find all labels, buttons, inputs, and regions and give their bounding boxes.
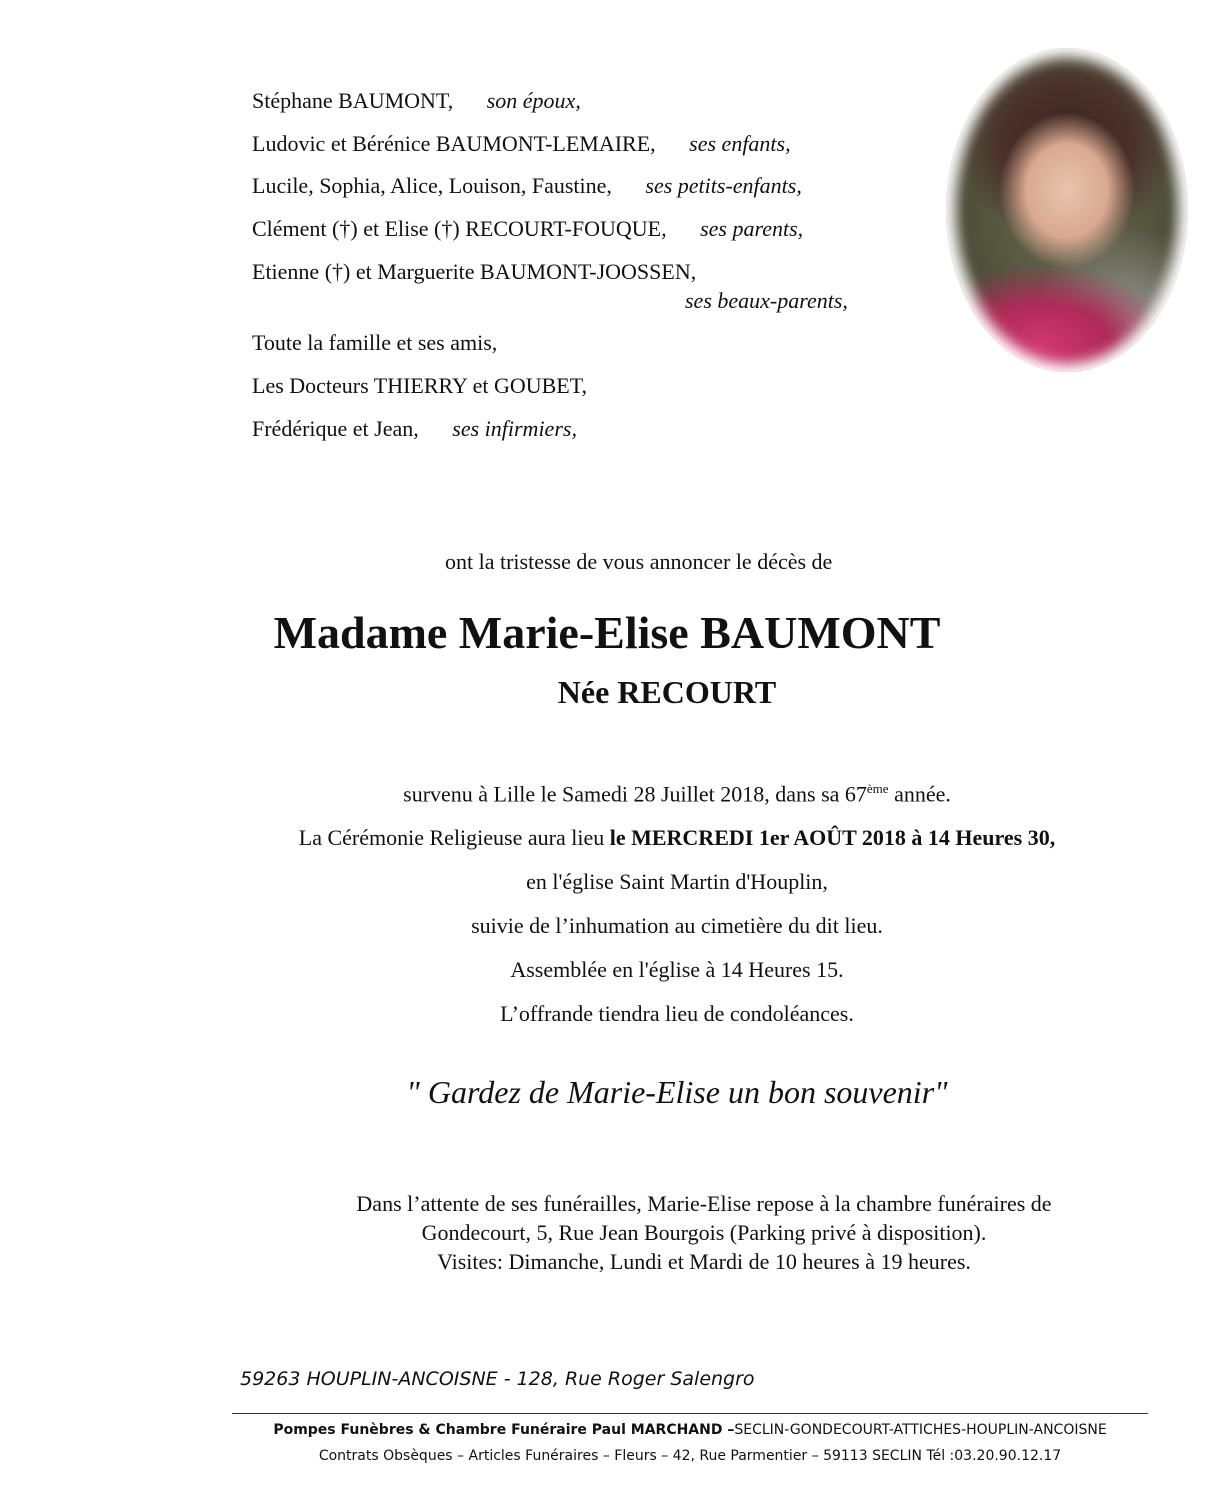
family-names: Stéphane BAUMONT,	[252, 88, 454, 113]
family-names: Clément (†) et Elise (†) RECOURT-FOUQUE,	[252, 216, 667, 241]
death-details	[70, 781, 1214, 807]
death-text: survenu à Lille le Samedi 28 Juillet 2018, dans sa 67	[403, 781, 867, 807]
rest-line-3: Visites: Dimanche, Lundi et Mardi de 10 heures à 19 heures.	[437, 1249, 971, 1274]
family-relation-in-laws: ses beaux-parents,	[685, 288, 848, 313]
family-relation: ses parents,	[700, 216, 804, 241]
family-names: Etienne (†) et Marguerite BAUMONT-JOOSSEN,	[252, 259, 697, 284]
family-line-in-laws	[252, 258, 696, 286]
family-line-grandchildren	[252, 172, 802, 200]
offering-text: L’offrande tiendra lieu de condoléances.	[500, 1001, 854, 1026]
ordinal-suffix: ème	[866, 781, 889, 796]
death-text-end: année.	[888, 781, 951, 807]
others-line-doctors	[252, 372, 587, 400]
family-names: Lucile, Sophia, Alice, Louison, Faustine,	[252, 173, 612, 198]
family-line-children	[252, 130, 791, 158]
memorial-quote: " Gardez de Marie-Elise un bon souvenir"	[406, 1074, 948, 1110]
deceased-maiden-name: Née RECOURT	[557, 674, 777, 710]
announcement-text: ont la tristesse de vous annoncer le décès de	[445, 549, 833, 574]
portrait-photo	[946, 48, 1188, 372]
others-names: Toute la famille et ses amis,	[252, 330, 498, 355]
others-relation: ses infirmiers,	[452, 416, 577, 441]
family-line-spouse	[252, 87, 581, 115]
assembly-text: Assemblée en l'église à 14 Heures 15.	[510, 957, 844, 982]
family-relation: son époux,	[486, 88, 581, 113]
deceased-name: Madame Marie-Elise BAUMONT	[273, 607, 941, 658]
others-names: Les Docteurs THIERRY et GOUBET,	[252, 373, 588, 398]
family-names: Ludovic et Bérénice BAUMONT-LEMAIRE,	[252, 131, 656, 156]
family-relation: ses enfants,	[689, 131, 791, 156]
ceremony-details	[70, 825, 1214, 851]
family-address: 59263 HOUPLIN-ANCOISNE - 128, Rue Roger Salengro	[240, 1368, 755, 1390]
family-line-parents	[252, 215, 803, 243]
church-text: en l'église Saint Martin d'Houplin,	[526, 869, 828, 894]
footer-divider	[232, 1413, 1148, 1414]
rest-line-2: Gondecourt, 5, Rue Jean Bourgois (Parking privé à disposition).	[421, 1220, 987, 1245]
company-name: Pompes Funèbres & Chambre Funéraire Paul MARCHAND –	[273, 1422, 735, 1438]
footer-services-line: Contrats Obsèques – Articles Funéraires – Fleurs – 42, Rue Parmentier – 59113 SECLIN Tél :03.20.90.12.17	[318, 1448, 1062, 1464]
burial-text: suivie de l’inhumation au cimetière du dit lieu.	[471, 913, 883, 938]
company-towns: SECLIN-GONDECOURT-ATTICHES-HOUPLIN-ANCOISNE	[734, 1422, 1107, 1438]
ceremony-text: La Cérémonie Religieuse aura lieu	[298, 825, 610, 850]
others-line-family-friends	[252, 329, 497, 357]
others-line-nurses	[252, 415, 577, 443]
others-names: Frédérique et Jean,	[252, 416, 419, 441]
rest-line-1: Dans l’attente de ses funérailles, Marie-Elise repose à la chambre funéraires de	[356, 1191, 1052, 1216]
footer-company-line	[232, 1422, 1148, 1438]
ceremony-date: le MERCREDI 1er AOÛT 2018 à 14 Heures 30,	[609, 825, 1056, 850]
family-relation: ses petits-enfants,	[645, 173, 802, 198]
